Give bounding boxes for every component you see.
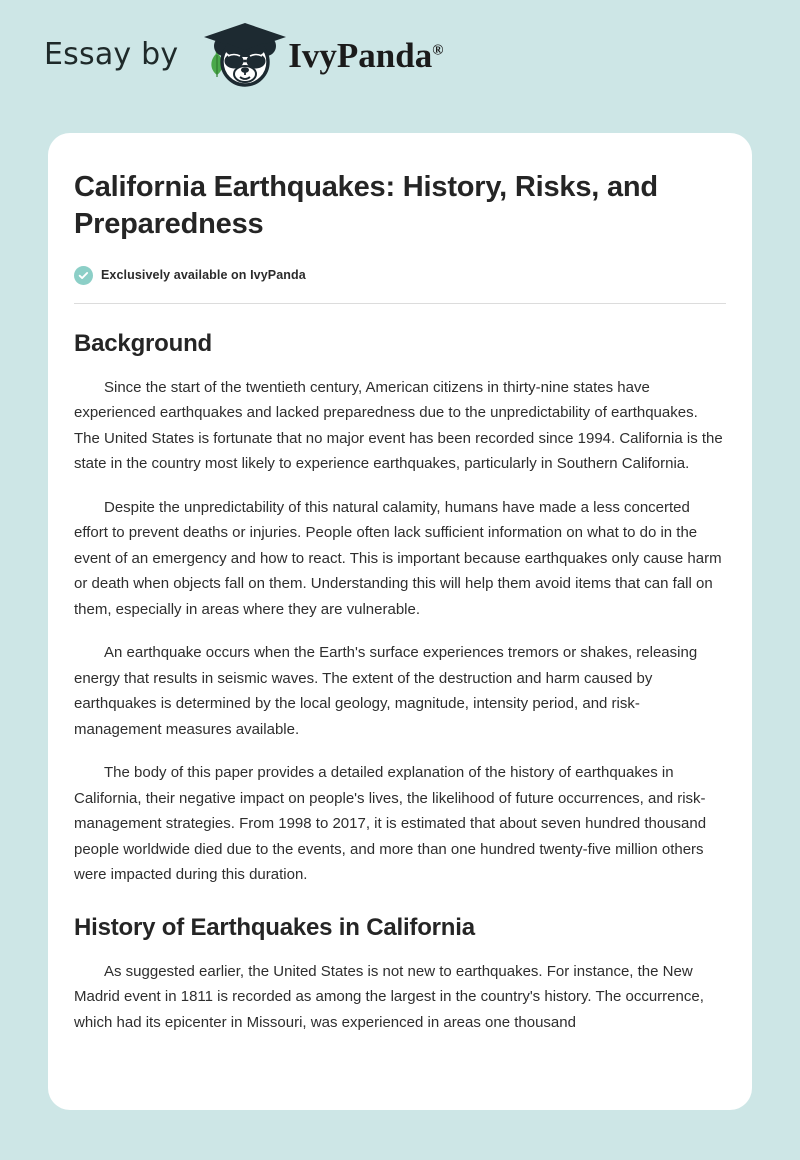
exclusive-availability-label: Exclusively available on IvyPanda: [101, 268, 306, 283]
brand-wordmark-text: IvyPanda: [288, 35, 433, 75]
section-heading-background: Background: [74, 329, 213, 357]
exclusive-availability-badge: [74, 266, 726, 285]
body-paragraph: Despite the unpredictability of this natural calamity, humans have made a less concerted effort to prevent deaths or injuries. People often lack sufficient information on what to do in the event of an emergency and how to react. This is important because earthquakes only cause harm or death when objects fall on them. Understanding this will help them avoid items that can fall on them, especially in areas where they are vulnerable.: [74, 498, 722, 618]
section-heading-history-of-earthquakes: History of Earthquakes in California: [74, 913, 475, 941]
ivypanda-brand-link[interactable]: [200, 23, 443, 87]
header-divider: [74, 303, 726, 304]
check-circle-icon: [74, 266, 93, 285]
masthead-prefix-label: Essay by: [44, 37, 179, 72]
page-title: California Earthquakes: History, Risks, and Preparedness: [74, 171, 658, 241]
site-masthead: [0, 0, 800, 75]
body-paragraph: As suggested earlier, the United States is not new to earthquakes. For instance, the New Madrid event in 1811 is recorded as among the largest in the country's history. The occurrence, which had its epicenter in Missouri, was experienced in areas one thousand: [74, 962, 704, 1031]
body-paragraph: An earthquake occurs when the Earth's surface experiences tremors or shakes, releasing energy that results in seismic waves. The extent of the destruction and harm caused by earthquakes is determined by the local geology, magnitude, intensity period, and risk-management measures available.: [74, 644, 698, 738]
brand-wordmark: [288, 35, 444, 75]
essay-card: [48, 133, 752, 1110]
panda-graduate-icon: [200, 23, 292, 87]
registered-trademark-icon: ®: [432, 41, 444, 58]
body-paragraph: The body of this paper provides a detailed explanation of the history of earthquakes in California, their negative impact on people's lives, the likelihood of future occurrences, and risk-management strategies. From 1998 to 2017, it is estimated that about seven hundred thousand people worldwide died due to the events, and more than one hundred twenty-five million others were impacted during this duration.: [74, 764, 707, 884]
body-paragraph: Since the start of the twentieth century, American citizens in thirty-nine states have experienced earthquakes and lacked preparedness due to the unpredictability of earthquakes. The United States is fortunate that no major event has been recorded since 1994. California is the state in the country most likely to experience earthquakes, particularly in Southern California.: [74, 378, 723, 473]
